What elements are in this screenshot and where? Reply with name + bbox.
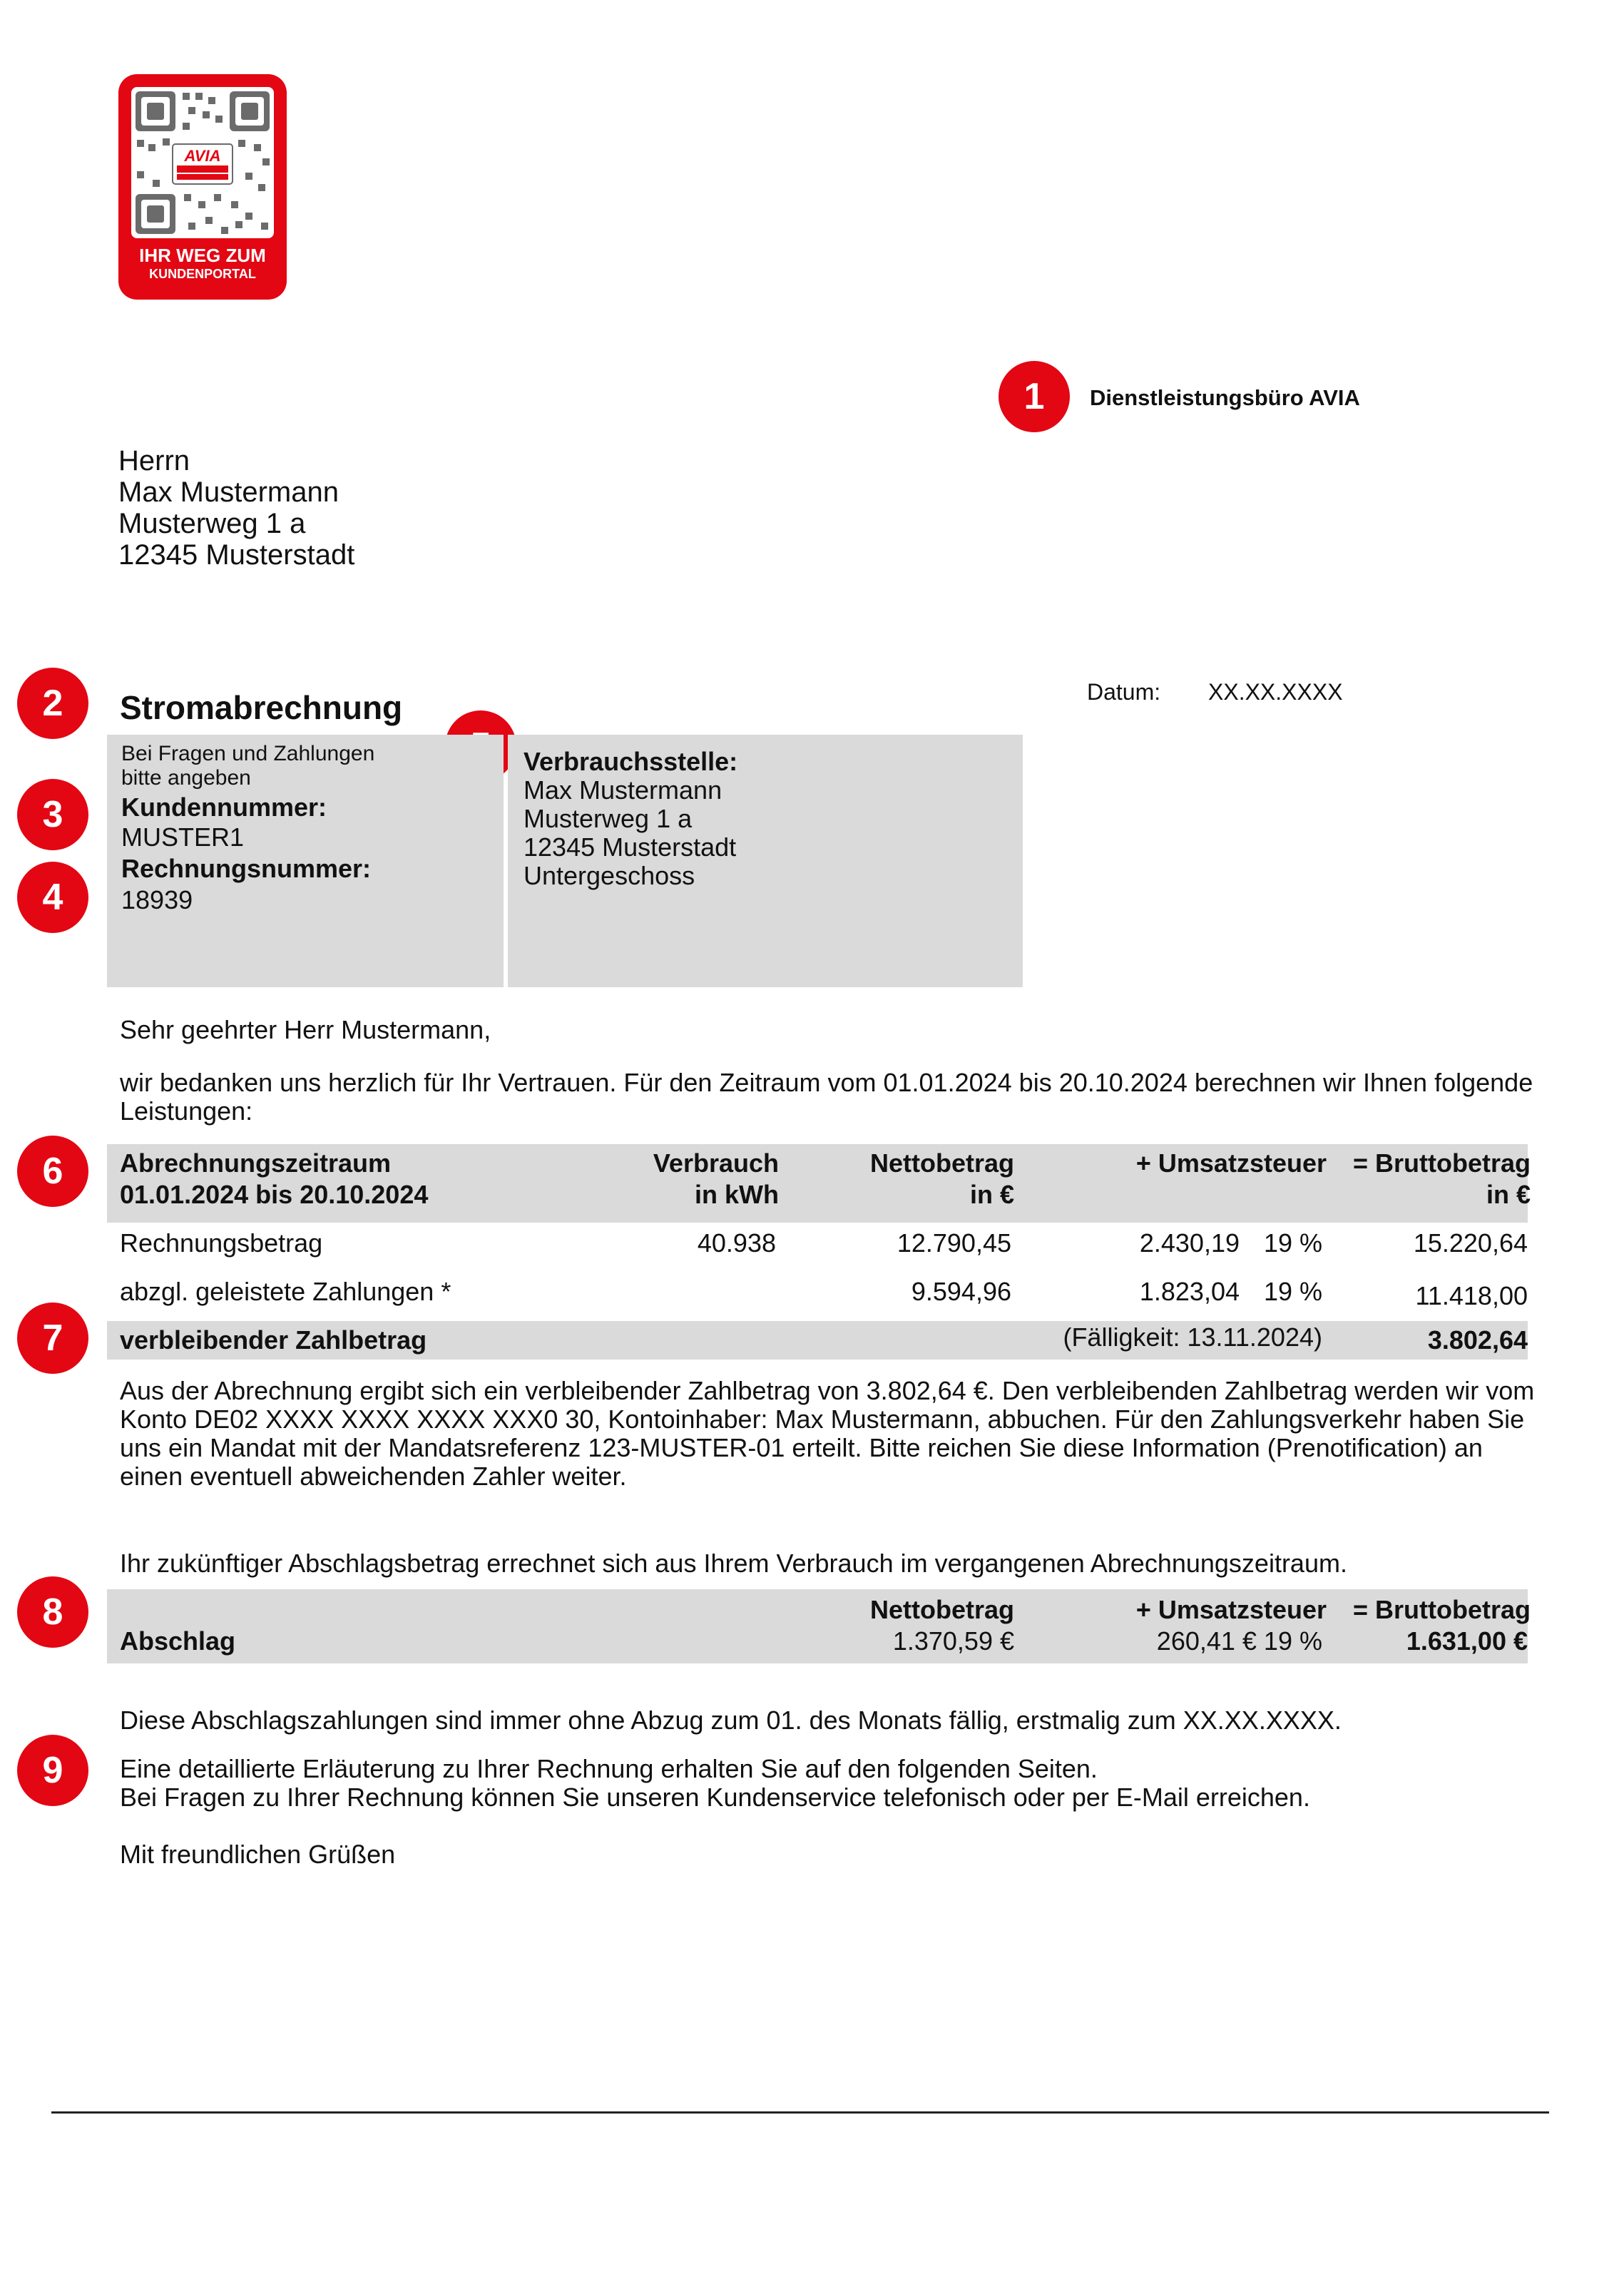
row-net: 12.790,45: [897, 1228, 1011, 1258]
marker-badge: 7: [17, 1303, 88, 1374]
recipient-name: Max Mustermann: [118, 476, 339, 508]
marker-badge: 2: [17, 668, 88, 739]
marker-badge: 1: [999, 361, 1070, 432]
installment-net: 1.370,59 €: [892, 1626, 1014, 1656]
qr-caption-line1: IHR WEG ZUM: [139, 245, 266, 266]
document-title: Stromabrechnung: [120, 689, 403, 726]
customer-portal-qr-logo[interactable]: [118, 74, 287, 300]
installment-label: Abschlag: [120, 1626, 236, 1656]
row-label: Rechnungsbetrag: [120, 1228, 323, 1258]
consumption-point-city: 12345 Musterstadt: [524, 832, 737, 862]
payment-line: uns ein Mandat mit der Mandatsreferenz 123-MUSTER-01 erteilt. Bitte reichen Sie diese Information (Prenotification) an: [120, 1433, 1483, 1462]
closing-line1: Eine detaillierte Erläuterung zu Ihrer Rechnung erhalten Sie auf den folgenden Seiten.: [120, 1754, 1098, 1783]
row-net: 9.594,96: [911, 1277, 1011, 1306]
payment-line: Aus der Abrechnung ergibt sich ein verbleibender Zahlbetrag von 3.802,64 €. Den verbleibenden Zahlbetrag werden wir vom: [120, 1376, 1535, 1405]
greeting: Sehr geehrter Herr Mustermann,: [120, 1015, 491, 1044]
row-label: abzgl. geleistete Zahlungen *: [120, 1277, 451, 1306]
marker-badge: 8: [17, 1576, 88, 1648]
qr-pattern-icon: [131, 87, 274, 238]
header-gross-l1: = Bruttobetrag: [1352, 1148, 1531, 1178]
invoice-number-label: Rechnungsnummer:: [121, 854, 372, 883]
brand-logo-text: AVIA: [184, 147, 221, 165]
date-label: Datum:: [1087, 679, 1161, 705]
customer-number-label: Kundennummer:: [121, 792, 327, 822]
header-net-l1: Nettobetrag: [869, 1148, 1014, 1178]
recipient-salutation: Herrn: [118, 445, 190, 476]
invoice-number-value: 18939: [121, 885, 193, 914]
row-vat: 2.430,19: [1139, 1228, 1240, 1258]
recipient-city: 12345 Musterstadt: [118, 539, 355, 571]
row-consumption: 40.938: [697, 1228, 776, 1258]
installment-net-header: Nettobetrag: [869, 1595, 1014, 1624]
payment-line: Konto DE02 XXXX XXXX XXXX XXX0 30, Kontoinhaber: Max Mustermann, abbuchen. Für den Zahlungsverkehr haben Sie: [120, 1405, 1525, 1434]
header-period-value: 01.01.2024 bis 20.10.2024: [120, 1180, 429, 1209]
payment-line: einen eventuell abweichenden Zahler weiter.: [120, 1462, 627, 1491]
installment-vat-header: + Umsatzsteuer: [1135, 1595, 1327, 1624]
sender-name: Dienstleistungsbüro AVIA: [1090, 385, 1360, 410]
row-gross: 15.220,64: [1413, 1228, 1528, 1258]
header-vat: + Umsatzsteuer: [1135, 1148, 1327, 1178]
header-consumption-l2: in kWh: [695, 1180, 779, 1209]
consumption-point-label: Verbrauchsstelle:: [524, 747, 738, 776]
consumption-point-box: [508, 735, 1023, 987]
row-vat-rate: 19 %: [1263, 1277, 1322, 1306]
qr-code: [131, 87, 274, 238]
row-gross: 11.418,00: [1415, 1281, 1528, 1310]
reference-note-line2: bitte angeben: [121, 766, 251, 790]
marker-badge: 4: [17, 862, 88, 933]
recipient-street: Musterweg 1 a: [118, 508, 306, 539]
header-gross-l2: in €: [1486, 1180, 1531, 1209]
closing-line2: Bei Fragen zu Ihrer Rechnung können Sie unseren Kundenservice telefonisch oder per E-Mail erreichen.: [120, 1783, 1310, 1812]
header-period-label: Abrechnungszeitraum: [120, 1148, 392, 1178]
total-due-date: (Fälligkeit: 13.11.2024): [1063, 1322, 1322, 1352]
consumption-point-name: Max Mustermann: [524, 775, 722, 805]
total-amount: 3.802,64: [1427, 1325, 1528, 1355]
marker-badge: 6: [17, 1136, 88, 1207]
customer-number-value: MUSTER1: [121, 822, 245, 852]
footer-divider: [51, 2111, 1549, 2114]
reference-note-line1: Bei Fragen und Zahlungen: [121, 742, 375, 765]
payment-paragraph: [120, 1377, 1534, 1491]
installment-vat: 260,41 € 19 %: [1156, 1626, 1322, 1656]
consumption-point-street: Musterweg 1 a: [524, 804, 693, 833]
total-label: verbleibender Zahlbetrag: [120, 1325, 427, 1355]
installment-gross-header: = Bruttobetrag: [1352, 1595, 1531, 1624]
signoff: Mit freundlichen Grüßen: [120, 1840, 396, 1869]
date-value: XX.XX.XXXX: [1208, 679, 1343, 705]
marker-badge: 3: [17, 779, 88, 850]
consumption-point-location: Untergeschoss: [524, 861, 695, 890]
row-vat-rate: 19 %: [1263, 1228, 1322, 1258]
row-vat: 1.823,04: [1139, 1277, 1240, 1306]
header-net-l2: in €: [969, 1180, 1014, 1209]
installment-note: Diese Abschlagszahlungen sind immer ohne Abzug zum 01. des Monats fällig, erstmalig zum XX.XX.XXXX.: [120, 1706, 1342, 1735]
qr-caption-line2: KUNDENPORTAL: [149, 267, 256, 281]
intro-line1: wir bedanken uns herzlich für Ihr Vertrauen. Für den Zeitraum vom 01.01.2024 bis 20.10.2024 berechnen wir Ihnen folgende: [120, 1068, 1533, 1097]
intro-line2: Leistungen:: [120, 1096, 253, 1126]
marker-badge: 9: [17, 1735, 88, 1806]
header-consumption-l1: Verbrauch: [653, 1148, 779, 1178]
installment-gross: 1.631,00 €: [1406, 1626, 1528, 1656]
installment-intro: Ihr zukünftiger Abschlagsbetrag errechnet sich aus Ihrem Verbrauch im vergangenen Abrechnungszeitraum.: [120, 1549, 1347, 1578]
recipient-address: [118, 445, 354, 571]
reference-box: [107, 735, 504, 987]
